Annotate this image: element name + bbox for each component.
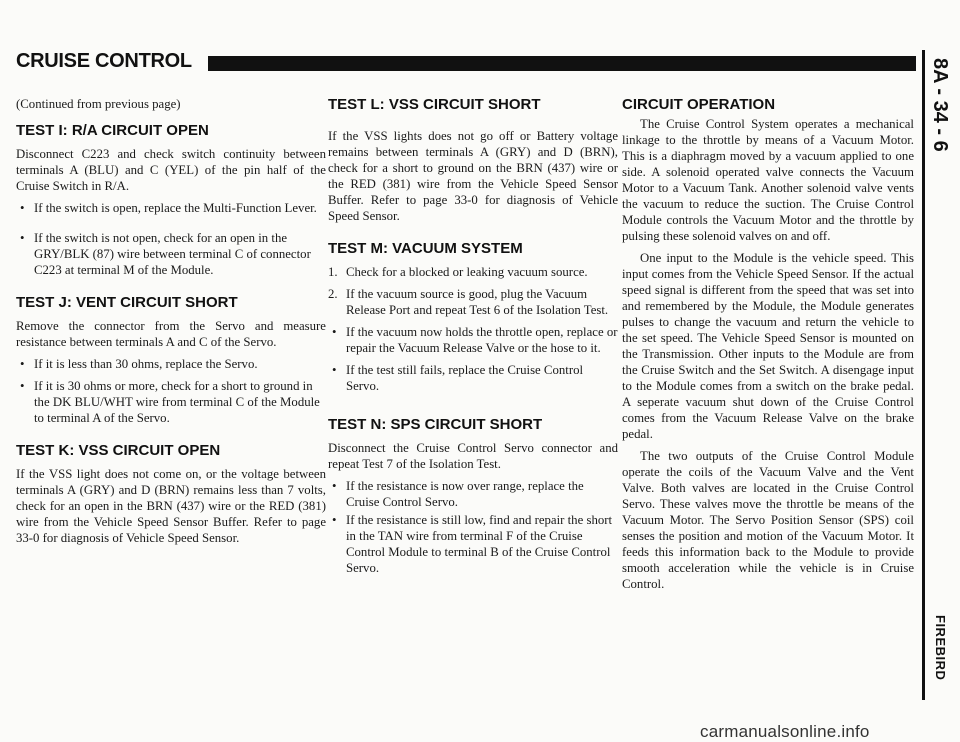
column-2 — [328, 96, 618, 584]
test-m-steps — [328, 264, 618, 318]
side-tab — [922, 50, 951, 700]
test-n-bullets — [328, 478, 618, 576]
circuit-paragraph: The Cruise Control System operates a mechanical linkage to the throttle by means of a Vacuum Motor. This is a diaphragm moved by a vacuum applied to one side. A solenoid operated valve connects the Vacuum Motor to a Vacuum Tank. Another solenoid valve vents the vacuum to reduce the suction. The Cruise Control Module controls the Vacuum Motor and the throttle by pulsing these solenoid valves on and off. — [622, 117, 914, 243]
step-text: Check for a blocked or leaking vacuum source. — [346, 265, 588, 279]
column-1 — [16, 96, 326, 552]
test-m-bullets — [328, 324, 618, 394]
list-item: • If the switch is open, replace the Multi-Function Lever. — [16, 200, 326, 216]
list-item: • If it is less than 30 ohms, replace the Servo. — [16, 356, 326, 372]
test-n-paragraph: Disconnect the Cruise Control Servo connector and repeat Test 7 of the Isolation Test. — [328, 441, 618, 471]
test-k-heading: TEST K: VSS CIRCUIT OPEN — [16, 442, 221, 459]
step-text: If the vacuum source is good, plug the Vacuum Release Port and repeat Test 6 of the Isolation Test. — [346, 287, 609, 317]
column-3 — [622, 96, 914, 598]
list-item: • If it is 30 ohms or more, check for a short to ground in the DK BLU/WHT wire from terminal C of the Module to terminal A of the Servo. — [16, 378, 326, 426]
list-item: • If the test still fails, replace the Cruise Control Servo. — [328, 362, 618, 394]
test-j-paragraph: Remove the connector from the Servo and measure resistance between terminals A and C of the Servo. — [16, 319, 326, 349]
step-number: 2. — [328, 287, 338, 301]
test-l-heading: TEST L: VSS CIRCUIT SHORT — [328, 96, 541, 113]
test-i-paragraph: Disconnect C223 and check switch continuity between terminals A (BLU) and C (YEL) of the pin half of the Cruise Switch in R/A. — [16, 147, 326, 193]
test-i-bullets — [16, 200, 326, 278]
test-k-paragraph: If the VSS light does not come on, or the voltage between terminals A (GRY) and D (BRN) remains less than 7 volts, check for an open in the BRN (437) wire or the RED (381) wire from the Vehicle Speed Sensor Buffer. Refer to page 33-0 for diagnosis of Vehicle Speed Sensor. — [16, 467, 326, 545]
circuit-paragraph: One input to the Module is the vehicle speed. This input comes from the Vehicle Speed Sensor. If the actual speed signal is different from the speed that was set into and remembered by the Module, the Module generates pulses to change the vacuum and return the vehicle to the set speed. The Vehicle Speed Sensor is mounted on the Transmission. Other inputs to the Module are from the Cruise Switch and the Set Switch. A disengage input to the Module comes from a switch on the brake pedal. A seperate vacuum shut down of the Cruise Control comes from the Vacuum Release Valve on the brake pedal. — [622, 251, 914, 441]
header-bar — [208, 56, 916, 71]
list-item: • If the switch is not open, check for an open in the GRY/BLK (87) wire between terminal C of connector C223 at terminal M of the Module. — [16, 230, 326, 278]
list-item: • If the resistance is now over range, replace the Cruise Control Servo. — [328, 478, 618, 510]
side-model-label: FIREBIRD — [933, 615, 948, 681]
circuit-paragraph: The two outputs of the Cruise Control Module operate the coils of the Vacuum Valve and the Vent Valve. Both valves are located in the Cruise Control Servo. These valves move the throttle be means of the Vacuum Motor. The Servo Position Sensor (SPS) coil senses the position and motion of the Vacuum Motor. It feeds this information back to the Module to provide smooth acceleration while the vehicle is in Cruise Control. — [622, 449, 914, 591]
test-l-paragraph: If the VSS lights does not go off or Battery voltage remains between terminals A (GRY) and D (BRN), check for a short to ground on the BRN (437) wire or the RED (381) wire from the Vehicle Speed Sensor Buffer. Refer to page 33-0 for diagnosis of Vehicle Speed Sensor. — [328, 129, 618, 223]
list-item — [328, 286, 618, 318]
side-page-number: 8A - 34 - 6 — [929, 58, 951, 152]
test-n-heading: TEST N: SPS CIRCUIT SHORT — [328, 416, 543, 433]
list-item — [328, 264, 618, 280]
section-title: CRUISE CONTROL — [16, 50, 192, 72]
list-item: • If the resistance is still low, find and repair the short in the TAN wire from terminal F of the Cruise Control Module to terminal B of the Cruise Control Servo. — [328, 512, 618, 576]
watermark: carmanualsonline.info — [700, 722, 870, 741]
test-j-bullets — [16, 356, 326, 426]
step-number: 1. — [328, 265, 338, 279]
continued-note: (Continued from previous page) — [16, 97, 181, 111]
list-item: • If the vacuum now holds the throttle open, replace or repair the Vacuum Release Valve or the hose to it. — [328, 324, 618, 356]
circuit-operation-heading: CIRCUIT OPERATION — [622, 96, 776, 113]
test-m-heading: TEST M: VACUUM SYSTEM — [328, 240, 523, 257]
test-i-heading: TEST I: R/A CIRCUIT OPEN — [16, 122, 209, 139]
test-j-heading: TEST J: VENT CIRCUIT SHORT — [16, 294, 238, 311]
